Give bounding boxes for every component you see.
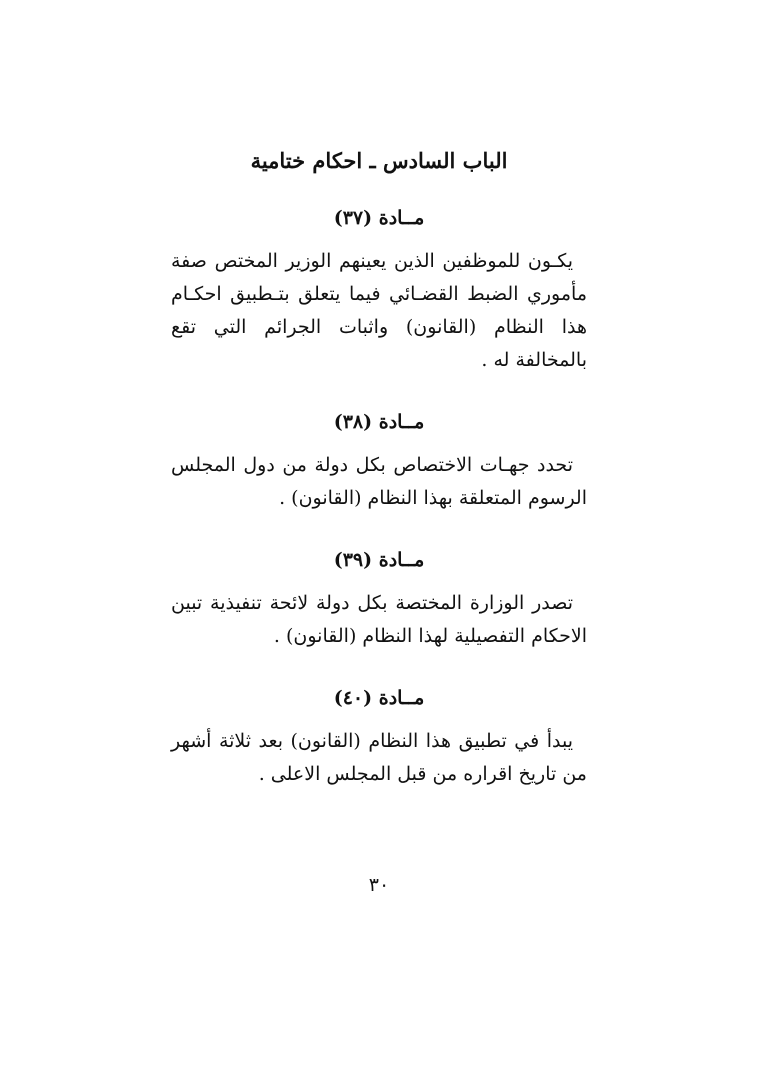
page-number: ٣٠	[368, 874, 390, 896]
article-heading: مــادة (٤٠)	[333, 687, 425, 709]
article-40	[171, 687, 587, 791]
article-body: تحدد جهـات الاختصاص بكل دولة من دول المجلس الرسوم المتعلقة بهذا النظام (القانون) .	[171, 454, 587, 509]
page-title: الباب السادس ـ احكام ختامية	[250, 148, 508, 173]
article-body: يبدأ في تطبيق هذا النظام (القانون) بعد ثلاثة أشهر من تاريخ اقراره من قبل المجلس الاعلى .	[171, 730, 587, 785]
document-content	[171, 0, 587, 791]
article-heading: مــادة (٣٧)	[333, 207, 425, 229]
article-body: تصدر الوزارة المختصة بكل دولة لائحة تنفيذية تبين الاحكام التفصيلية لهذا النظام (القانون) .	[171, 592, 587, 647]
article-heading: مــادة (٣٩)	[333, 549, 425, 571]
article-37	[171, 207, 587, 377]
article-body: يكـون للموظفين الذين يعينهم الوزير المختص صفة مأموري الضبط القضـائي فيما يتعلق بتـطبيق احكـام هذا النظام (القانون) واثبات الجرائم التي تقع بالمخالفة له .	[171, 250, 587, 371]
article-39	[171, 549, 587, 653]
article-heading: مــادة (٣٨)	[333, 411, 425, 433]
article-38	[171, 411, 587, 515]
